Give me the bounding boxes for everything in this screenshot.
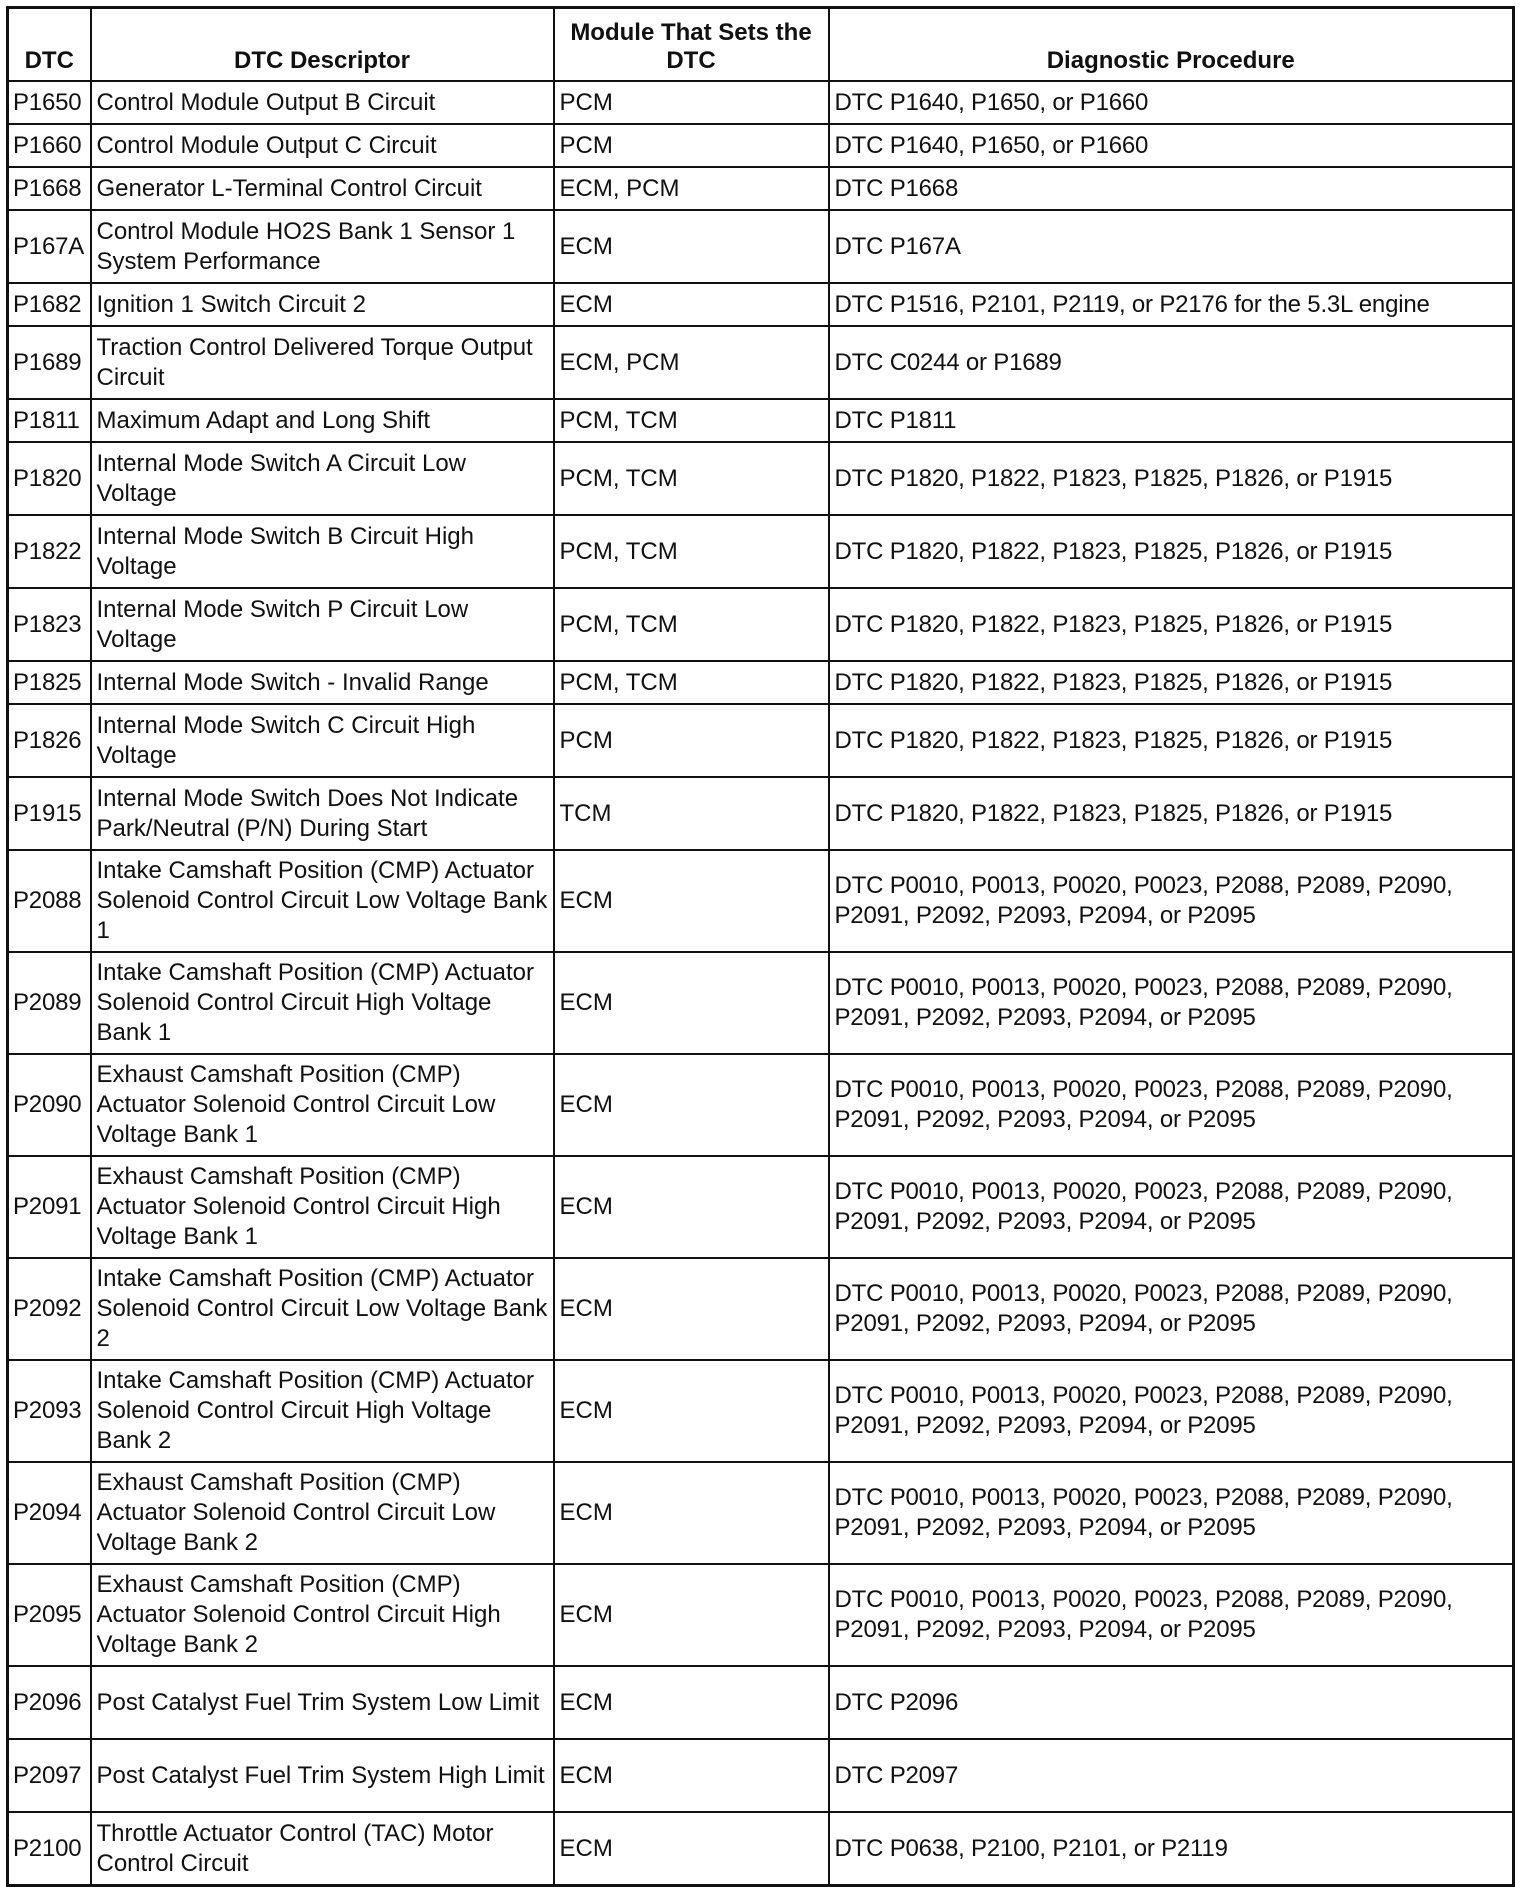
dtc-descriptor: Intake Camshaft Position (CMP) Actuator Solenoid Control Circuit High Voltage Bank 1 — [91, 952, 554, 1054]
dtc-procedure: DTC P1820, P1822, P1823, P1825, P1826, or P1915 — [829, 442, 1514, 515]
table-row — [8, 1666, 1514, 1739]
table-row — [8, 952, 1514, 1054]
dtc-descriptor: Internal Mode Switch B Circuit High Voltage — [91, 515, 554, 588]
dtc-module: PCM — [554, 704, 829, 777]
dtc-procedure: DTC P1811 — [829, 399, 1514, 442]
dtc-descriptor: Control Module Output B Circuit — [91, 81, 554, 124]
dtc-module: ECM — [554, 1054, 829, 1156]
table-row — [8, 1258, 1514, 1360]
dtc-module: PCM, TCM — [554, 588, 829, 661]
dtc-code: P2100 — [8, 1812, 91, 1886]
dtc-descriptor: Internal Mode Switch Does Not Indicate Park/Neutral (P/N) During Start — [91, 777, 554, 850]
dtc-procedure: DTC P1516, P2101, P2119, or P2176 for the 5.3L engine — [829, 283, 1514, 326]
dtc-descriptor: Internal Mode Switch C Circuit High Voltage — [91, 704, 554, 777]
dtc-procedure: DTC P1820, P1822, P1823, P1825, P1826, or P1915 — [829, 777, 1514, 850]
dtc-procedure: DTC P2096 — [829, 1666, 1514, 1739]
dtc-module: PCM, TCM — [554, 399, 829, 442]
dtc-descriptor: Throttle Actuator Control (TAC) Motor Control Circuit — [91, 1812, 554, 1886]
dtc-descriptor: Intake Camshaft Position (CMP) Actuator Solenoid Control Circuit Low Voltage Bank 1 — [91, 850, 554, 952]
dtc-module: PCM, TCM — [554, 661, 829, 704]
dtc-procedure: DTC P2097 — [829, 1739, 1514, 1812]
dtc-code: P1823 — [8, 588, 91, 661]
dtc-procedure: DTC P1640, P1650, or P1660 — [829, 124, 1514, 167]
dtc-code: P1811 — [8, 399, 91, 442]
table-row — [8, 1360, 1514, 1462]
dtc-descriptor: Exhaust Camshaft Position (CMP) Actuator Solenoid Control Circuit Low Voltage Bank 1 — [91, 1054, 554, 1156]
table-row — [8, 588, 1514, 661]
dtc-procedure: DTC P0010, P0013, P0020, P0023, P2088, P2089, P2090, P2091, P2092, P2093, P2094, or P2095 — [829, 850, 1514, 952]
dtc-code: P2090 — [8, 1054, 91, 1156]
dtc-descriptor: Post Catalyst Fuel Trim System Low Limit — [91, 1666, 554, 1739]
dtc-procedure: DTC P1668 — [829, 167, 1514, 210]
dtc-descriptor: Internal Mode Switch A Circuit Low Voltage — [91, 442, 554, 515]
dtc-module: PCM, TCM — [554, 442, 829, 515]
header-module: Module That Sets the DTC — [554, 8, 829, 82]
dtc-procedure: DTC P0010, P0013, P0020, P0023, P2088, P2089, P2090, P2091, P2092, P2093, P2094, or P2095 — [829, 1462, 1514, 1564]
dtc-procedure: DTC P1820, P1822, P1823, P1825, P1826, or P1915 — [829, 588, 1514, 661]
table-row — [8, 1462, 1514, 1564]
dtc-descriptor: Control Module Output C Circuit — [91, 124, 554, 167]
table-row — [8, 1156, 1514, 1258]
dtc-module: ECM — [554, 850, 829, 952]
dtc-module: ECM — [554, 1739, 829, 1812]
dtc-descriptor: Maximum Adapt and Long Shift — [91, 399, 554, 442]
dtc-module: ECM — [554, 210, 829, 283]
table-row — [8, 661, 1514, 704]
dtc-code: P2093 — [8, 1360, 91, 1462]
table-row — [8, 515, 1514, 588]
table-row — [8, 326, 1514, 399]
dtc-descriptor: Exhaust Camshaft Position (CMP) Actuator Solenoid Control Circuit High Voltage Bank 2 — [91, 1564, 554, 1666]
dtc-module: ECM — [554, 1666, 829, 1739]
dtc-descriptor: Post Catalyst Fuel Trim System High Limit — [91, 1739, 554, 1812]
dtc-code: P2095 — [8, 1564, 91, 1666]
dtc-descriptor: Intake Camshaft Position (CMP) Actuator Solenoid Control Circuit High Voltage Bank 2 — [91, 1360, 554, 1462]
table-row — [8, 1054, 1514, 1156]
table-row — [8, 1812, 1514, 1886]
dtc-code: P1915 — [8, 777, 91, 850]
dtc-code: P1689 — [8, 326, 91, 399]
table-row — [8, 399, 1514, 442]
dtc-code: P1826 — [8, 704, 91, 777]
dtc-code: P1660 — [8, 124, 91, 167]
table-row — [8, 81, 1514, 124]
table-row — [8, 1564, 1514, 1666]
dtc-code: P2088 — [8, 850, 91, 952]
header-row — [8, 8, 1514, 82]
dtc-module: ECM — [554, 1564, 829, 1666]
table-row — [8, 442, 1514, 515]
dtc-code: P1820 — [8, 442, 91, 515]
dtc-code: P1650 — [8, 81, 91, 124]
dtc-code: P2094 — [8, 1462, 91, 1564]
dtc-descriptor: Traction Control Delivered Torque Output Circuit — [91, 326, 554, 399]
dtc-module: TCM — [554, 777, 829, 850]
dtc-procedure: DTC P1820, P1822, P1823, P1825, P1826, or P1915 — [829, 515, 1514, 588]
dtc-procedure: DTC P1640, P1650, or P1660 — [829, 81, 1514, 124]
dtc-module: ECM — [554, 1258, 829, 1360]
dtc-procedure: DTC P1820, P1822, P1823, P1825, P1826, or P1915 — [829, 704, 1514, 777]
dtc-code: P167A — [8, 210, 91, 283]
dtc-module: ECM, PCM — [554, 326, 829, 399]
table-row — [8, 283, 1514, 326]
dtc-descriptor: Exhaust Camshaft Position (CMP) Actuator Solenoid Control Circuit Low Voltage Bank 2 — [91, 1462, 554, 1564]
dtc-descriptor: Exhaust Camshaft Position (CMP) Actuator Solenoid Control Circuit High Voltage Bank 1 — [91, 1156, 554, 1258]
dtc-module: ECM — [554, 1812, 829, 1886]
table-row — [8, 210, 1514, 283]
dtc-descriptor: Intake Camshaft Position (CMP) Actuator Solenoid Control Circuit Low Voltage Bank 2 — [91, 1258, 554, 1360]
dtc-descriptor: Ignition 1 Switch Circuit 2 — [91, 283, 554, 326]
table-row — [8, 704, 1514, 777]
dtc-module: ECM — [554, 1156, 829, 1258]
table-row — [8, 850, 1514, 952]
dtc-procedure: DTC P0010, P0013, P0020, P0023, P2088, P2089, P2090, P2091, P2092, P2093, P2094, or P2095 — [829, 1054, 1514, 1156]
table-row — [8, 1739, 1514, 1812]
dtc-code: P2091 — [8, 1156, 91, 1258]
dtc-module: ECM — [554, 283, 829, 326]
dtc-procedure: DTC P1820, P1822, P1823, P1825, P1826, or P1915 — [829, 661, 1514, 704]
dtc-procedure: DTC P0010, P0013, P0020, P0023, P2088, P2089, P2090, P2091, P2092, P2093, P2094, or P2095 — [829, 952, 1514, 1054]
dtc-code: P1822 — [8, 515, 91, 588]
table-row — [8, 167, 1514, 210]
dtc-code: P2097 — [8, 1739, 91, 1812]
dtc-code: P2092 — [8, 1258, 91, 1360]
header-dtc: DTC — [8, 8, 91, 82]
dtc-procedure: DTC P0010, P0013, P0020, P0023, P2088, P2089, P2090, P2091, P2092, P2093, P2094, or P2095 — [829, 1258, 1514, 1360]
dtc-table — [6, 6, 1515, 1887]
dtc-module: PCM — [554, 124, 829, 167]
dtc-procedure: DTC P0010, P0013, P0020, P0023, P2088, P2089, P2090, P2091, P2092, P2093, P2094, or P2095 — [829, 1564, 1514, 1666]
dtc-descriptor: Generator L-Terminal Control Circuit — [91, 167, 554, 210]
dtc-module: ECM — [554, 1462, 829, 1564]
dtc-module: PCM — [554, 81, 829, 124]
dtc-module: ECM, PCM — [554, 167, 829, 210]
dtc-code: P2096 — [8, 1666, 91, 1739]
dtc-code: P2089 — [8, 952, 91, 1054]
dtc-module: PCM, TCM — [554, 515, 829, 588]
dtc-module: ECM — [554, 952, 829, 1054]
header-descriptor: DTC Descriptor — [91, 8, 554, 82]
dtc-procedure: DTC P0010, P0013, P0020, P0023, P2088, P2089, P2090, P2091, P2092, P2093, P2094, or P2095 — [829, 1156, 1514, 1258]
dtc-descriptor: Internal Mode Switch - Invalid Range — [91, 661, 554, 704]
dtc-procedure: DTC P167A — [829, 210, 1514, 283]
dtc-code: P1682 — [8, 283, 91, 326]
header-procedure: Diagnostic Procedure — [829, 8, 1514, 82]
dtc-descriptor: Internal Mode Switch P Circuit Low Voltage — [91, 588, 554, 661]
dtc-descriptor: Control Module HO2S Bank 1 Sensor 1 System Performance — [91, 210, 554, 283]
dtc-procedure: DTC C0244 or P1689 — [829, 326, 1514, 399]
dtc-code: P1668 — [8, 167, 91, 210]
dtc-procedure: DTC P0010, P0013, P0020, P0023, P2088, P2089, P2090, P2091, P2092, P2093, P2094, or P2095 — [829, 1360, 1514, 1462]
table-row — [8, 124, 1514, 167]
dtc-procedure: DTC P0638, P2100, P2101, or P2119 — [829, 1812, 1514, 1886]
dtc-module: ECM — [554, 1360, 829, 1462]
table-row — [8, 777, 1514, 850]
dtc-code: P1825 — [8, 661, 91, 704]
